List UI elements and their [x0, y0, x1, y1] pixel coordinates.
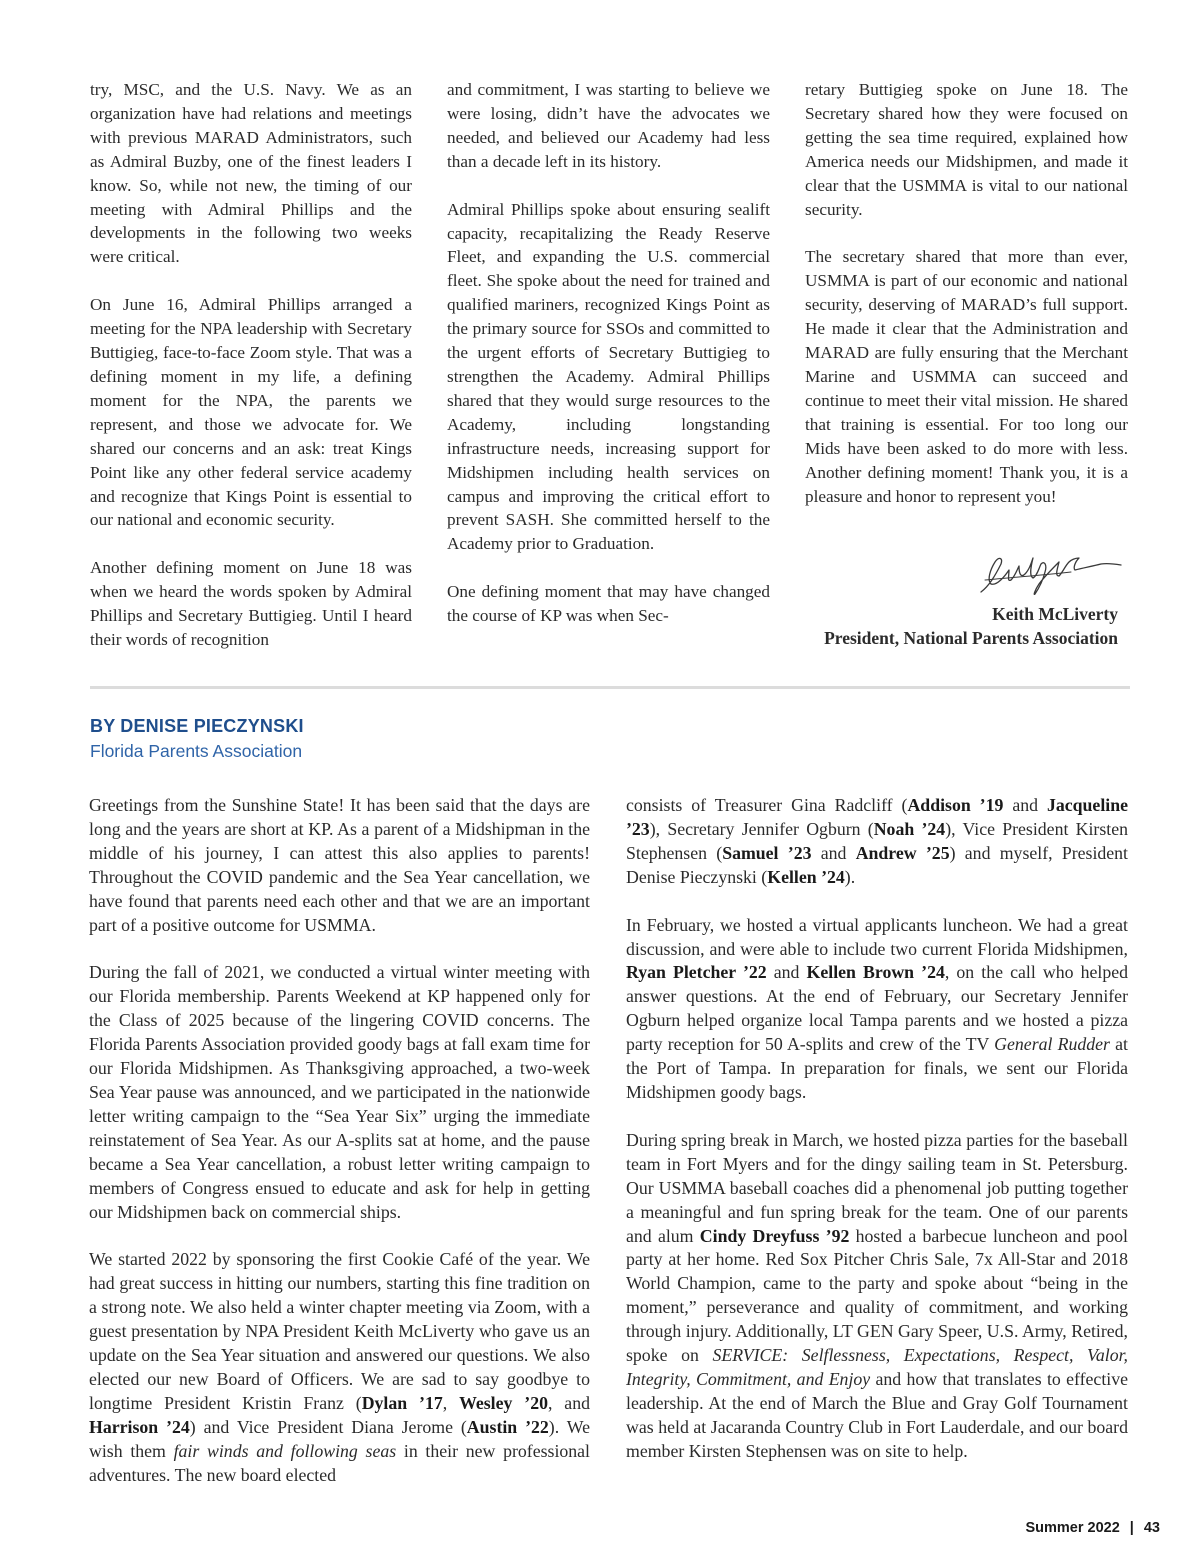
paragraph: One defining moment that may have changed the course of KP was when Sec-	[447, 582, 770, 626]
letter-column-2	[447, 78, 770, 628]
article-organization: Florida Parents Association	[90, 741, 303, 761]
paragraph: retary Buttigieg spoke on June 18. The Secretary shared how they were focused on getting the sea time required, explained how America needs our Midshipmen, and made it clear that the USMMA is vital to our national security.	[805, 80, 1128, 219]
paragraph: Admiral Phillips spoke about ensuring sealift capacity, recapitalizing the Ready Reserve Fleet, and expanding the U.S. commercial fleet. She spoke about the need for trained and qualified mariners, recognized Kings Point as the primary source for SSOs and committed to the urgent efforts of Secretary Buttigieg to strengthen the Academy. Admiral Phillips shared that they would surge resources to the Academy, including longstanding infrastructure needs, increasing support for Midshipmen including health services on campus and improving the critical effort to prevent SASH. She committed herself to the Academy prior to Graduation.	[447, 199, 770, 554]
paragraph: try, MSC, and the U.S. Navy. We as an organization have had relations and meetings with previous MARAD Administrators, such as Admiral Buzby, one of the finest leaders I know. So, while not new, the timing of our meeting with Admiral Phillips and the developments in the following two weeks were critical.	[90, 80, 412, 267]
italic-phrase: fair winds and following seas	[173, 1440, 397, 1461]
letter-column-1	[90, 78, 412, 652]
paragraph: During the fall of 2021, we conducted a virtual winter meeting with our Florida membership. Parents Weekend at KP happened only for the Class of 2025 because of the lingering COVID concerns. The Florida Parents Association provided goody bags at fall exam time for our Florida Midshipmen. As Thanksgiving approached, a two-week Sea Year pause was announced, and we participated in the nationwide letter writing campaign to the “Sea Year Six” urging the immediate reinstatement of Sea Year. As our A-splits sat at home, and the pause became a Sea Year cancellation, a robust letter writing campaign to members of Congress ensued to educate and ask for help in getting our Midshipmen back on commercial ships.	[89, 962, 590, 1222]
midshipman-name: Austin ’22	[466, 1416, 549, 1437]
article-byline: BY DENISE PIECZYNSKI	[90, 716, 304, 736]
footer-separator: |	[1129, 1520, 1134, 1536]
midshipman-name: Jacqueline ’23	[626, 795, 1128, 839]
paragraph: We started 2022 by sponsoring the first Cookie Café of the year. We had great success in hitting our numbers, starting this fine tradition on a strong note. We also held a winter chapter meeting via Zoom, with a guest presentation by NPA President Keith McLiverty who gave us an update on the Sea Year situation and answered our questions. We also elected our new Board of Officers. We are sad to say goodbye to longtime President Kristin Franz (Dylan ’17, Wesley ’20, and Harrison ’24) and Vice President Diana Jerome (Austin ’22). We wish them fair winds and following seas in their new professional adventures. The new board elected	[89, 1249, 590, 1485]
midshipman-name: Kellen ’24	[767, 866, 845, 887]
alum-name: Cindy Dreyfuss ’92	[699, 1225, 850, 1246]
issue-label: Summer 2022	[1025, 1520, 1120, 1536]
midshipman-name: Harrison ’24	[89, 1416, 190, 1437]
page-number: 43	[1143, 1520, 1160, 1536]
paragraph: Another defining moment on June 18 was when we heard the words spoken by Admiral Phillips and Secretary Buttigieg. Until I heard their words of recognition	[90, 558, 412, 650]
midshipman-name: Andrew ’25	[855, 842, 950, 863]
paragraph: Greetings from the Sunshine State! It has been said that the days are long and the years are short at KP. As a parent of a Midshipman in the middle of his journey, I can attest this also applies to parents! Throughout the COVID pandemic and the Sea Year cancellation, we have found that parents need each other and that we are an important part of a positive outcome for USMMA.	[89, 795, 590, 935]
signature-name: Keith McLiverty	[992, 604, 1118, 624]
paragraph: and commitment, I was starting to believe we were losing, didn’t have the advocates we needed, and believed our Academy had less than a decade left in its history.	[447, 80, 770, 171]
paragraph: During spring break in March, we hosted pizza parties for the baseball team in Fort Myers and for the dingy sailing team in St. Petersburg. Our USMMA baseball coaches did a phenomenal job putting together a meaningful and fun spring break for the team. One of our parents and alum Cindy Dreyfuss ’92 hosted a barbecue luncheon and pool party at her home. Red Sox Pitcher Chris Sale, 7x All-Star and 2018 World Champion, came to the party and spoke about “being in the moment,” perseverance and quality of commitment, and working through injury. Additionally, LT GEN Gary Speer, U.S. Army, Retired, spoke on SERVICE: Selflessness, Expectations, Respect, Valor, Integrity, Commitment, and Enjoy and how that translates to effective leadership. At the end of March the Blue and Gray Golf Tournament was held at Jacaranda Country Club in Fort Lauderdale, and our board member Kirsten Stephensen was on site to help.	[626, 1129, 1128, 1461]
letter-column-3	[805, 78, 1128, 508]
midshipman-name: Samuel ’23	[722, 842, 812, 863]
section-divider	[90, 686, 1130, 689]
midshipman-name: Noah ’24	[873, 818, 946, 839]
handwritten-signature	[975, 546, 1125, 600]
paragraph: On June 16, Admiral Phillips arranged a meeting for the NPA leadership with Secretary Buttigieg, face-to-face Zoom style. That was a defining moment in my life, a defining moment for the NPA, the parents we represent, and those we advocate for. We shared our concerns and an ask: treat Kings Point like any other federal service academy and recognize that Kings Point is essential to our national and economic security.	[90, 295, 412, 530]
midshipman-name: Addison ’19	[907, 795, 1004, 815]
midshipman-name: Wesley ’20	[459, 1392, 548, 1413]
midshipman-name: Kellen Brown ’24	[806, 962, 945, 983]
italic-phrase: SERVICE: Selflessness, Expectations, Respect, Valor, Integrity, Commitment, and Enjoy	[626, 1345, 1128, 1389]
signature-title: President, National Parents Association	[824, 628, 1118, 648]
page-footer	[1025, 1520, 1160, 1536]
paragraph: In February, we hosted a virtual applicants luncheon. We had a great discussion, and were able to include two current Florida Midshipmen, Ryan Pletcher ’22 and Kellen Brown ’24, on the call who helped answer questions. At the end of February, our Secretary Jennifer Ogburn helped organize local Tampa parents and we hosted a pizza party reception for 50 A-splits and crew of the TV General Rudder at the Port of Tampa. In preparation for finals, we sent our Florida Midshipmen goody bags.	[626, 914, 1128, 1102]
midshipman-name: Ryan Pletcher ’22	[626, 962, 767, 983]
article-column-2	[626, 794, 1128, 1464]
paragraph: The secretary shared that more than ever, USMMA is part of our economic and national security, deserving of MARAD’s full support. He made it clear that the Administration and MARAD are fully ensuring that the Merchant Marine and USMMA can succeed and continue to meet their vital mission. He shared that training is essential. For too long our Mids have been asked to do more with less. Another defining moment! Thank you, it is a pleasure and honor to represent you!	[805, 247, 1128, 506]
midshipman-name: Dylan ’17	[361, 1392, 443, 1413]
article-column-1	[89, 794, 590, 1487]
paragraph: consists of Treasurer Gina Radcliff (Addison ’19 and Jacqueline ’23), Secretary Jennifer Ogburn (Noah ’24), Vice President Kirsten Stephensen (Samuel ’23 and Andrew ’25) and myself, President Denise Pieczynski (Kellen ’24).	[626, 795, 1129, 887]
ship-name: General Rudder	[994, 1034, 1110, 1055]
